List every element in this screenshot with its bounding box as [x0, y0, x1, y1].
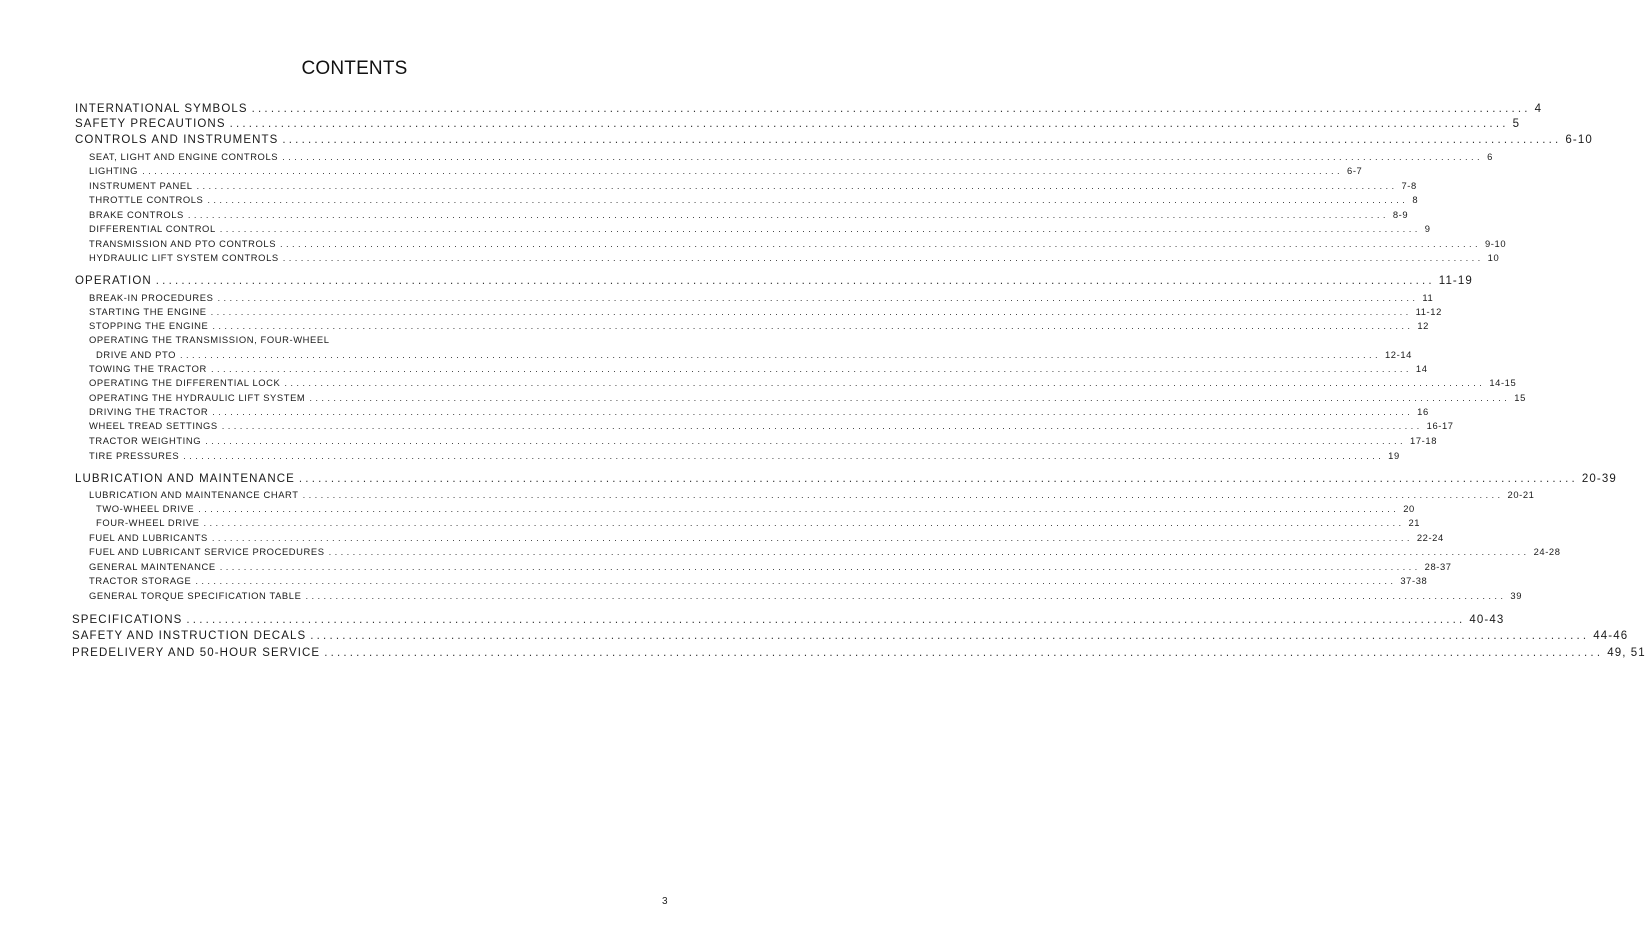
- toc-entry-page: 39: [1510, 590, 1523, 601]
- toc-leader-dots: ........................................................................................................................................................................................................: [210, 306, 1412, 317]
- toc-entry-page: 8-9: [1392, 209, 1409, 220]
- toc-leader-dots: ........................................................................................................................................................................................................: [198, 503, 1400, 514]
- toc-leader-dots: ........................................................................................................................................................................................................: [180, 349, 1381, 360]
- toc-leader-dots: ........................................................................................................................................................................................................: [282, 252, 1484, 263]
- toc-entry-page: 28-37: [1424, 561, 1452, 572]
- toc-entry: [89, 363, 1428, 374]
- toc-entry: [96, 517, 1421, 528]
- toc-leader-dots: ........................................................................................................................................................................................................: [183, 450, 1385, 461]
- toc-entry-page: 10: [1487, 252, 1500, 263]
- toc-leader-dots: ........................................................................................................................................................................................................: [221, 420, 1423, 431]
- toc-entry-label: TRANSMISSION AND PTO CONTROLS: [89, 238, 277, 249]
- toc-leader-dots: ........................................................................................................................................................................................................: [212, 320, 1414, 331]
- toc-entry: [89, 546, 1561, 557]
- toc-entry-label: LUBRICATION AND MAINTENANCE: [75, 473, 295, 485]
- toc-entry-page: 15: [1514, 392, 1526, 403]
- toc-entry-page: 20-21: [1507, 489, 1535, 500]
- toc-entry: [89, 180, 1417, 191]
- toc-entry-label: SAFETY AND INSTRUCTION DECALS: [72, 630, 307, 642]
- toc-entry-label: OPERATING THE HYDRAULIC LIFT SYSTEM: [89, 392, 306, 403]
- toc-leader-dots: ........................................................................................................................................................................................................: [219, 561, 1421, 572]
- toc-entry: [75, 134, 1593, 146]
- toc-entry-page: 17-18: [1410, 435, 1438, 446]
- toc-entry-page: 16: [1417, 406, 1429, 417]
- toc-leader-dots: ........................................................................................................................................................................................................: [210, 363, 1412, 374]
- toc-leader-dots: ........................................................................................................................................................................................................: [186, 614, 1466, 626]
- toc-entry-page: 21: [1408, 517, 1421, 528]
- toc-entry-label: HYDRAULIC LIFT SYSTEM CONTROLS: [89, 252, 279, 263]
- toc-entry-label: WHEEL TREAD SETTINGS: [89, 420, 218, 431]
- toc-leader-dots: ........................................................................................................................................................................................................: [195, 575, 1397, 586]
- toc-entry: [89, 238, 1507, 249]
- toc-entry-page: 12: [1417, 320, 1429, 331]
- toc-leader-dots: ........................................................................................................................................................................................................: [310, 630, 1590, 642]
- toc-leader-dots: ........................................................................................................................................................................................................: [142, 165, 1344, 176]
- toc-entry: [89, 561, 1452, 572]
- toc-entry-label: BRAKE CONTROLS: [89, 209, 184, 220]
- toc-entry-page: 37-38: [1400, 575, 1428, 586]
- toc-leader-dots: ........................................................................................................................................................................................................: [324, 647, 1604, 659]
- toc-entry: [89, 209, 1409, 220]
- toc-leader-dots: ........................................................................................................................................................................................................: [196, 180, 1398, 191]
- toc-entry-page: 6: [1487, 151, 1493, 162]
- toc-entry-label: INSTRUMENT PANEL: [89, 180, 193, 191]
- toc-entry-page: 4: [1534, 103, 1543, 115]
- toc-entry-page: 19: [1388, 450, 1400, 461]
- toc-leader-dots: ........................................................................................................................................................................................................: [207, 194, 1409, 205]
- toc-entry-page: 24-28: [1533, 546, 1561, 557]
- toc-leader-dots: ........................................................................................................................................................................................................: [305, 590, 1507, 601]
- toc-entry-label: FUEL AND LUBRICANTS: [89, 532, 208, 543]
- toc-entry-label: SEAT, LIGHT AND ENGINE CONTROLS: [89, 151, 279, 162]
- toc-entry-label: SPECIFICATIONS: [72, 614, 183, 626]
- toc-entry-label: OPERATION: [75, 275, 152, 287]
- toc-entry-label: GENERAL MAINTENANCE: [89, 561, 216, 572]
- toc-entry-label: SAFETY PRECAUTIONS: [75, 118, 226, 130]
- page-title: CONTENTS: [301, 58, 408, 79]
- toc-entry-label: STARTING THE ENGINE: [89, 306, 207, 317]
- toc-entry-page: 9: [1424, 223, 1431, 234]
- toc-entry: [89, 151, 1493, 162]
- toc-entry-label: TWO-WHEEL DRIVE: [96, 503, 195, 514]
- toc-leader-dots: ........................................................................................................................................................................................................: [205, 435, 1407, 446]
- toc-entry-label: OPERATING THE DIFFERENTIAL LOCK: [89, 377, 281, 388]
- toc-entry-label: TRACTOR STORAGE: [89, 575, 192, 586]
- toc-entry-page: 9-10: [1484, 238, 1507, 249]
- toc-entry: [75, 275, 1473, 287]
- toc-leader-dots: ........................................................................................................................................................................................................: [284, 377, 1486, 388]
- toc-leader-dots: ........................................................................................................................................................................................................: [251, 103, 1531, 115]
- toc-leader-dots: ........................................................................................................................................................................................................: [211, 532, 1413, 543]
- toc-entry-page: 8: [1412, 194, 1419, 205]
- toc-entry-label: DRIVE AND PTO: [96, 349, 177, 360]
- toc-entry-page: 12-14: [1384, 349, 1412, 360]
- toc-entry-page: 16-17: [1426, 420, 1454, 431]
- toc-leader-dots: ........................................................................................................................................................................................................: [302, 489, 1504, 500]
- toc-entry-page: 44-46: [1593, 630, 1629, 642]
- toc-entry: [89, 406, 1429, 417]
- page-number: 3: [662, 896, 668, 907]
- toc-entry-label: PREDELIVERY AND 50-HOUR SERVICE: [72, 647, 321, 659]
- toc-entry-page: 22-24: [1416, 532, 1444, 543]
- toc-entry: [89, 489, 1535, 500]
- toc-leader-dots: ........................................................................................................................................................................................................: [229, 118, 1509, 130]
- toc-entry: [75, 473, 1617, 485]
- toc-leader-dots: ........................................................................................................................................................................................................: [282, 134, 1562, 146]
- toc-entry-page: 40-43: [1469, 614, 1505, 626]
- toc-entry: [89, 420, 1454, 431]
- toc-entry: [89, 320, 1429, 331]
- toc-entry: [89, 435, 1438, 446]
- toc-entry-page: 6-10: [1565, 134, 1593, 146]
- toc-entry-label: FUEL AND LUBRICANT SERVICE PROCEDURES: [89, 546, 325, 557]
- toc-entry: [89, 223, 1431, 234]
- toc-leader-dots: ........................................................................................................................................................................................................: [328, 546, 1530, 557]
- toc-entry-page: 11-19: [1438, 275, 1473, 287]
- toc-entry: [89, 450, 1400, 461]
- toc-entry-page: 7-8: [1401, 180, 1417, 191]
- toc-entry-page: 11-12: [1415, 306, 1442, 317]
- toc-entry: [89, 165, 1363, 176]
- toc-entry: [89, 292, 1434, 303]
- toc-entry-page: 49, 51: [1607, 647, 1646, 659]
- toc-entry-page: 11: [1422, 292, 1434, 303]
- toc-entry-label: GENERAL TORQUE SPECIFICATION TABLE: [89, 590, 302, 601]
- toc-entry-label: STOPPING THE ENGINE: [89, 320, 209, 331]
- toc-leader-dots: ........................................................................................................................................................................................................: [187, 209, 1389, 220]
- toc-entry: [72, 614, 1505, 626]
- toc-entry-label: CONTROLS AND INSTRUMENTS: [75, 134, 279, 146]
- toc-entry: [89, 575, 1428, 586]
- toc-leader-dots: ........................................................................................................................................................................................................: [217, 292, 1419, 303]
- toc-entry: [89, 377, 1517, 388]
- toc-entry: [72, 630, 1629, 642]
- toc-leader-dots: ........................................................................................................................................................................................................: [280, 238, 1481, 249]
- toc-entry-label: TRACTOR WEIGHTING: [89, 435, 202, 446]
- toc-entry-label: TOWING THE TRACTOR: [89, 363, 207, 374]
- toc-entry-page: 14-15: [1489, 377, 1517, 388]
- toc-entry-page: 20-39: [1581, 473, 1617, 485]
- toc-leader-dots: ........................................................................................................................................................................................................: [309, 392, 1511, 403]
- toc-entry-page: 6-7: [1347, 165, 1363, 176]
- toc-entry-label: DIFFERENTIAL CONTROL: [89, 223, 216, 234]
- toc-entry-label: LUBRICATION AND MAINTENANCE CHART: [89, 489, 299, 500]
- toc-entry: [96, 503, 1415, 514]
- toc-entry-label: THROTTLE CONTROLS: [89, 194, 204, 205]
- toc-entry: [96, 349, 1412, 360]
- toc-entry: [89, 252, 1500, 263]
- toc-entry-label: OPERATING THE TRANSMISSION, FOUR-WHEEL: [89, 334, 330, 345]
- toc-leader-dots: ........................................................................................................................................................................................................: [219, 223, 1421, 234]
- toc-entry: [89, 334, 672, 345]
- toc-entry: [89, 532, 1444, 543]
- toc-entry: [75, 118, 1521, 130]
- toc-entry: [72, 647, 1646, 659]
- toc-entry-label: INTERNATIONAL SYMBOLS: [75, 103, 248, 115]
- toc-entry-label: FOUR-WHEEL DRIVE: [96, 517, 200, 528]
- toc-entry-label: DRIVING THE TRACTOR: [89, 406, 209, 417]
- toc-entry: [75, 103, 1543, 115]
- toc-leader-dots: ........................................................................................................................................................................................................: [298, 473, 1578, 485]
- toc-leader-dots: ........................................................................................................................................................................................................: [203, 517, 1405, 528]
- toc-entry-page: 5: [1512, 118, 1521, 130]
- toc-entry: [89, 590, 1523, 601]
- toc-entry-label: BREAK-IN PROCEDURES: [89, 292, 214, 303]
- toc-entry-page: 14: [1415, 363, 1428, 374]
- toc-leader-dots: ........................................................................................................................................................................................................: [212, 406, 1414, 417]
- toc-entry-label: TIRE PRESSURES: [89, 450, 180, 461]
- toc-entry: [89, 306, 1442, 317]
- toc-entry-label: LIGHTING: [89, 165, 139, 176]
- toc-leader-dots: ........................................................................................................................................................................................................: [282, 151, 1484, 162]
- toc-entry: [89, 392, 1526, 403]
- toc-leader-dots: ........................................................................................................................................................................................................: [155, 275, 1435, 287]
- toc-entry: [89, 194, 1419, 205]
- toc-entry-page: 20: [1403, 503, 1415, 514]
